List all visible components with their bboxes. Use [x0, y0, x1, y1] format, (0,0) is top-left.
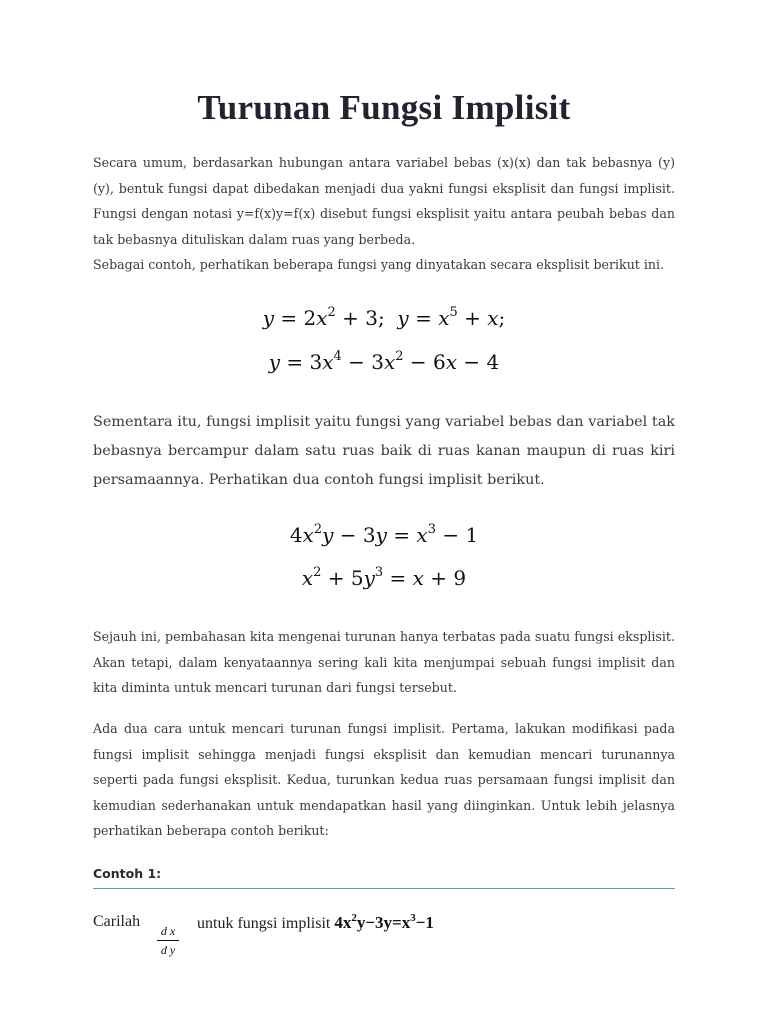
explicit-equation-1: $y = 2x^2 + 3$; $y = x^5 + x$;: [262, 305, 506, 330]
example-question: [93, 911, 675, 971]
methods-paragraph: Ada dua cara untuk mencari turunan fungsi implisit. Pertama, lakukan modifikasi pada fungsi implisit sehingga menjadi fungsi eksplisit dan kemudian mencari turunannya seperti pada fungsi eksplisit. Kedua, turunkan kedua ruas persamaan fungsi implisit dan kemudian sederhanakan untuk mendapatkan hasil yang diinginkan. Untuk lebih jelasnya perhatikan beberapa contoh berikut:: [93, 721, 675, 838]
page-title: Turunan Fungsi Implisit: [197, 88, 571, 127]
fraction-numerator: d x: [160, 924, 176, 938]
question-middle: untuk fungsi implisit: [197, 915, 331, 932]
question-text: [197, 913, 434, 933]
question-equation: $4x^2y-3y=x^3-1$: [334, 912, 434, 932]
implicit-definition-paragraph: Sementara itu, fungsi implisit yaitu fungsi yang variabel bebas dan variabel tak bebasnya bercampur dalam satu ruas baik di ruas kanan maupun di ruas kiri persamaannya. Perhatikan dua contoh fungsi implisit berikut.: [93, 414, 675, 488]
derivative-fraction: [157, 924, 179, 957]
implicit-equation-2: $x^2 + 5y^3 = x + 9$: [301, 565, 467, 590]
example-intro-paragraph: Sebagai contoh, perhatikan beberapa fungsi yang dinyatakan secara eksplisit berikut ini.: [93, 257, 665, 272]
fraction-bar: [157, 940, 179, 941]
intro-paragraph: Secara umum, berdasarkan hubungan antara variabel bebas (x)(x) dan tak bebasnya (y)(y), bentuk fungsi dapat dibedakan menjadi dua yakni fungsi eksplisit dan fungsi implisit. Fungsi dengan notasi y=f(x)y=f(x) disebut fungsi eksplisit yaitu antara peubah bebas dan tak bebasnya dituliskan dalam ruas yang berbeda.: [93, 155, 675, 247]
implicit-equation-1: $4x^2y - 3y = x^3 - 1$: [289, 522, 479, 547]
question-prefix: Carilah: [93, 913, 141, 930]
example-heading: Contoh 1:: [93, 866, 162, 881]
divider: [93, 888, 675, 889]
fraction-denominator: d y: [160, 943, 176, 957]
explicit-equation-2: $y = 3x^4 - 3x^2 - 6x - 4$: [268, 349, 500, 374]
limitation-paragraph: Sejauh ini, pembahasan kita mengenai turunan hanya terbatas pada suatu fungsi eksplisit. Akan tetapi, dalam kenyataannya sering kali kita menjumpai sebuah fungsi implisit dan kita diminta untuk mencari turunan dari fungsi tersebut.: [93, 629, 675, 695]
